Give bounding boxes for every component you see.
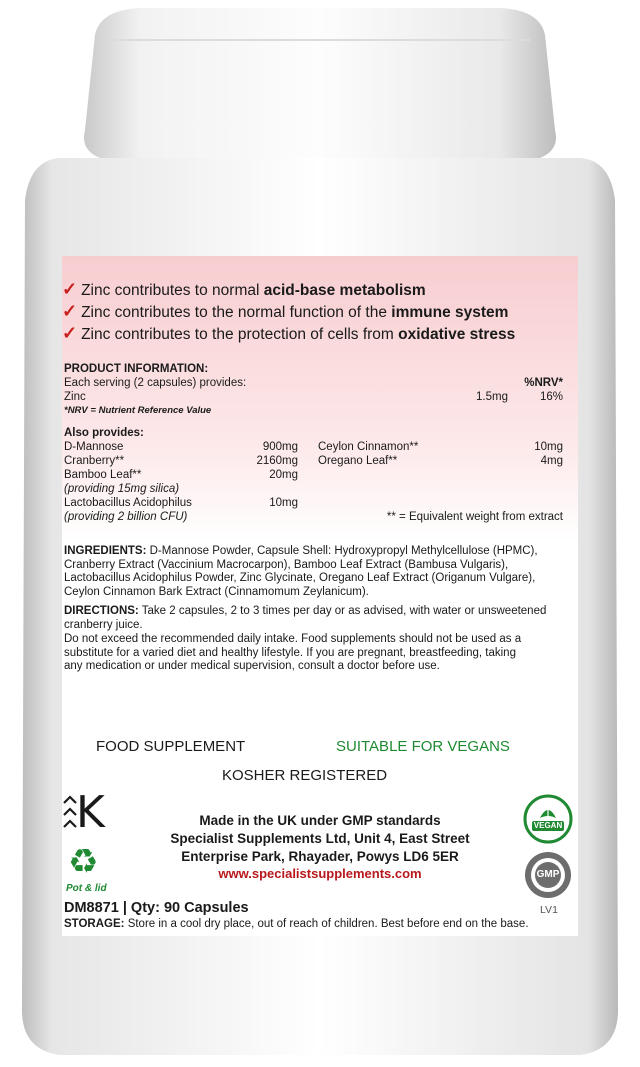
claim-oxidative: ✓ Zinc contributes to the protection of cells from oxidative stress <box>62 323 516 343</box>
ingredient-name: Oregano Leaf** <box>318 455 398 467</box>
manufacturer-line: Enterprise Park, Rhayader, Powys LD6 5ER <box>181 849 459 864</box>
gmp-badge-text: GMP <box>536 869 560 880</box>
check-icon: ✓ <box>62 279 78 299</box>
ingredient-note: (providing 2 billion CFU) <box>64 511 188 523</box>
ingredient-amount: 10mg <box>269 497 298 509</box>
manufacturer-line: Specialist Supplements Ltd, Unit 4, East Street <box>170 831 470 846</box>
ingredient-amount: 2160mg <box>256 455 298 467</box>
claim-immune: ✓ Zinc contributes to the normal function of the immune system <box>62 301 509 321</box>
ingredient-name: Ceylon Cinnamon** <box>318 441 419 453</box>
ingredient-amount: 10mg <box>534 441 563 453</box>
also-provides-heading: Also provides: <box>64 427 144 439</box>
ingredient-amount: 4mg <box>540 455 563 467</box>
suitable-for-vegans-text: SUITABLE FOR VEGANS <box>336 738 510 755</box>
vegan-badge-text: VEGAN <box>533 821 563 830</box>
pot-lid-text: Pot & lid <box>66 883 107 894</box>
nrv-note: *NRV = Nutrient Reference Value <box>64 405 212 416</box>
zinc-nrv: 16% <box>539 391 563 403</box>
directions-block: DIRECTIONS: Take 2 capsules, 2 to 3 times per day or as advised, with water or unsweetened cranberry juice. <box>64 605 547 631</box>
label-version: LV1 <box>540 904 558 916</box>
ingredient-note: (providing 15mg silica) <box>64 483 180 495</box>
ingredient-name: D-Mannose <box>64 441 124 453</box>
serving-text: Each serving (2 capsules) provides: <box>64 377 247 389</box>
storage-text: STORAGE: Store in a cool dry place, out of reach of children. Best before end on the base. <box>64 918 529 930</box>
recycle-logo <box>62 842 112 897</box>
brand-letter: K <box>76 787 105 838</box>
vegan-badge <box>523 794 573 844</box>
claim-acid-base: ✓ Zinc contributes to normal acid-base metabolism <box>62 279 426 299</box>
ingredient-name: Lactobacillus Acidophilus <box>64 497 192 509</box>
health-claims <box>62 278 578 344</box>
ingredient-amount: 20mg <box>269 469 298 481</box>
warning-block: Do not exceed the recommended daily intake. Food supplements should not be used as a substitute for a varied diet and healthy lifestyle. If you are pregnant, breastfeeding, taking any medication or under medical supervision, consult a doctor before use. <box>64 633 522 673</box>
food-supplement-text: FOOD SUPPLEMENT <box>96 738 246 755</box>
product-info-heading: PRODUCT INFORMATION: <box>64 363 209 375</box>
gmp-badge <box>523 850 573 900</box>
ingredients-block: INGREDIENTS: D-Mannose Powder, Capsule Shell: Hydroxypropyl Methylcellulose (HPMC), Cranberry Extract (Vaccinium Macrocarpon), Bamboo Leaf Extract (Bambusa Vulgaris), Lactobacillus Acidophilus Powder, Zinc Glycinate, Oregano Leaf Extract (Origanum Vulgare), Ceylon Cinnamon Bark Extract (Cinnamomum Zeylanicum). <box>64 545 538 598</box>
kosher-text: KOSHER REGISTERED <box>222 767 388 784</box>
vegan-leaf-icon <box>523 794 573 844</box>
product-code: DM8871 | Qty: 90 Capsules <box>64 900 249 916</box>
zinc-name: Zinc <box>64 391 86 403</box>
check-icon: ✓ <box>62 301 78 321</box>
ingredient-name: Cranberry** <box>64 455 125 467</box>
website-link[interactable]: www.specialistsupplements.com <box>218 866 422 881</box>
extract-footnote: ** = Equivalent weight from extract <box>386 511 563 523</box>
recycle-icon: ♻ <box>68 842 99 882</box>
nrv-header: %NRV* <box>524 377 563 389</box>
ingredient-name: Bamboo Leaf** <box>64 469 142 481</box>
brand-logo <box>60 787 110 841</box>
manufacturer-line: Made in the UK under GMP standards <box>199 813 441 828</box>
zinc-amount: 1.5mg <box>476 391 508 403</box>
ingredient-amount: 900mg <box>262 441 298 453</box>
check-icon: ✓ <box>62 323 78 343</box>
